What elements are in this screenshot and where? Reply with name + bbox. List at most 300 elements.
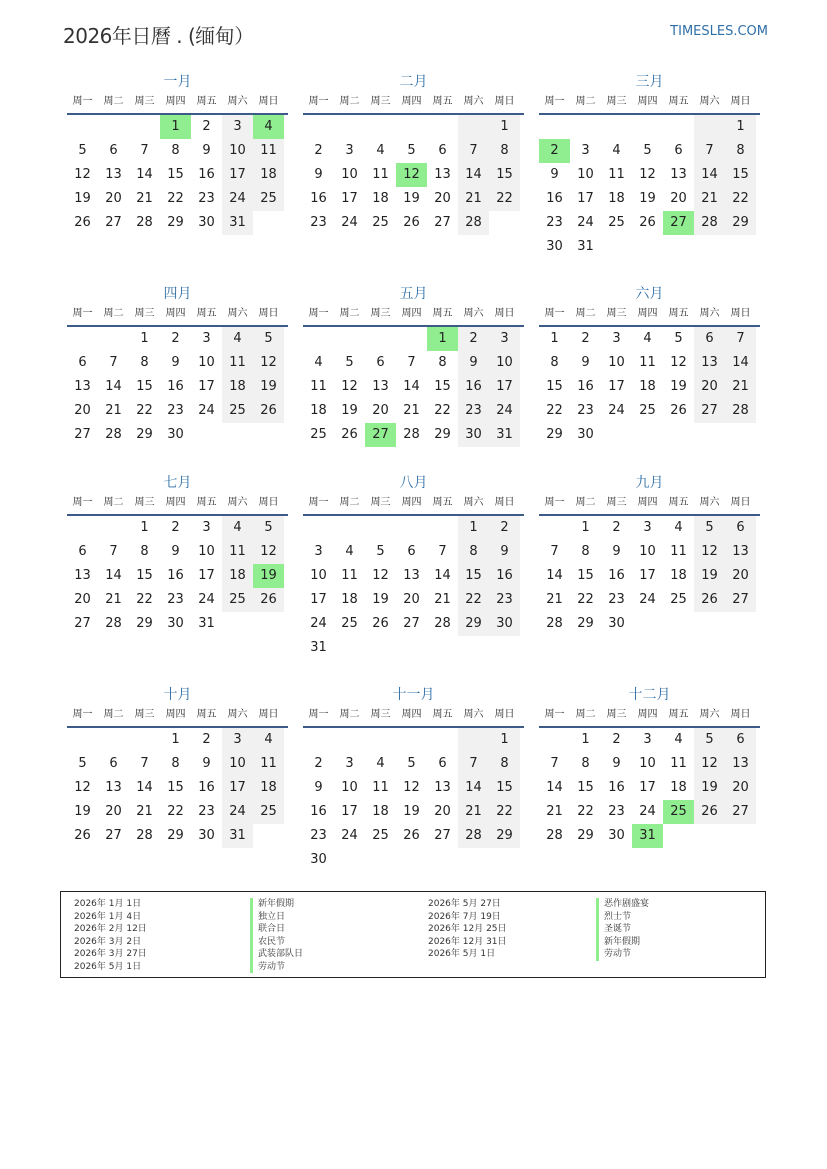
day-cell: 19 [341,403,358,418]
day-cell: 12 [694,540,725,564]
day-cell: 19 [253,564,284,588]
empty-cell [303,115,334,139]
day-cell: 21 [403,403,420,418]
holiday-name: 劳动节 [250,961,303,974]
day-cell: 24 [608,403,625,418]
empty-cell [663,612,694,636]
weekday-label: 周六 [227,709,248,720]
weekday-label: 周日 [258,497,279,508]
day-cell: 25 [222,399,253,423]
empty-cell [222,423,253,447]
day-cell: 1 [458,516,489,540]
day-cell: 2 [581,331,590,346]
day-cell: 20 [670,191,687,206]
weekday-label: 周三 [134,96,155,107]
month-title: 一月 [163,74,192,90]
day-cell: 9 [202,756,211,771]
day-cell: 26 [74,828,91,843]
day-cell: 8 [550,355,559,370]
weekday-label: 周一 [308,96,329,107]
day-cell: 23 [608,592,625,607]
weekday-label: 周五 [668,308,689,319]
day-cell: 30 [608,616,625,631]
day-cell: 1 [160,115,191,139]
day-cell: 16 [577,379,594,394]
day-cell: 15 [489,776,520,800]
day-cell: 24 [341,215,358,230]
empty-cell [539,115,570,139]
weekday-label: 周二 [103,497,124,508]
day-cell: 24 [222,187,253,211]
day-cell: 11 [253,752,284,776]
day-cell: 21 [434,592,451,607]
day-cell: 13 [434,780,451,795]
weekday-label: 周四 [401,96,422,107]
day-cell: 9 [202,143,211,158]
weekday-label: 周五 [668,709,689,720]
month-title: 六月 [635,286,664,302]
month-1 [67,72,288,235]
day-cell: 7 [458,139,489,163]
day-cell: 23 [577,403,594,418]
weekday-label: 周日 [730,497,751,508]
day-cell: 22 [546,403,563,418]
day-cell: 8 [489,139,520,163]
empty-cell [129,115,160,139]
day-cell: 15 [136,568,153,583]
holiday-date: 2026年 3月 27日 [74,949,147,959]
day-cell: 20 [105,191,122,206]
weekday-label: 周一 [544,497,565,508]
day-cell: 1 [581,732,590,747]
day-cell: 14 [105,568,122,583]
empty-cell [489,848,520,872]
day-cell: 31 [198,616,215,631]
day-cell: 23 [310,215,327,230]
day-cell: 29 [136,616,153,631]
month-7 [67,473,288,636]
day-cell: 24 [198,403,215,418]
day-cell: 23 [198,804,215,819]
day-cell: 21 [105,403,122,418]
empty-cell [601,115,632,139]
day-cell: 20 [434,191,451,206]
day-cell: 6 [725,516,756,540]
day-cell: 19 [74,191,91,206]
day-cell: 11 [310,379,327,394]
weekday-label: 周三 [606,497,627,508]
weekday-label: 周一 [72,96,93,107]
day-cell: 11 [372,780,389,795]
weekday-label: 周五 [432,709,453,720]
day-cell: 18 [372,191,389,206]
day-cell: 18 [608,191,625,206]
day-cell: 21 [105,592,122,607]
empty-cell [365,516,396,540]
weekday-label: 周六 [463,96,484,107]
day-cell: 4 [376,143,385,158]
day-cell: 28 [403,427,420,442]
month-12 [539,685,760,848]
day-cell: 13 [694,351,725,375]
day-cell: 12 [74,780,91,795]
weekday-label: 周一 [72,709,93,720]
holiday-name: 新年假期 [250,898,303,911]
day-cell: 3 [489,327,520,351]
day-cell: 23 [458,399,489,423]
day-cell: 25 [253,187,284,211]
empty-cell [725,423,756,447]
month-3 [539,72,760,259]
day-cell: 5 [376,544,385,559]
holiday-names-left [250,898,303,973]
weekday-label: 周二 [575,709,596,720]
day-cell: 17 [341,804,358,819]
day-cell: 26 [253,588,284,612]
day-cell: 29 [489,824,520,848]
day-cell: 13 [725,540,756,564]
day-cell: 14 [694,163,725,187]
empty-cell [427,728,458,752]
holiday-name: 恶作剧盛宴 [596,898,649,911]
weekday-label: 周三 [370,96,391,107]
empty-cell [253,211,284,235]
weekday-header [303,92,524,115]
day-cell: 14 [458,776,489,800]
day-grid [67,516,288,636]
day-cell: 15 [434,379,451,394]
day-cell: 6 [407,544,416,559]
day-cell: 7 [438,544,447,559]
day-cell: 10 [639,544,656,559]
day-cell: 4 [674,732,683,747]
day-cell: 2 [458,327,489,351]
day-cell: 7 [458,752,489,776]
day-cell: 20 [434,804,451,819]
day-cell: 23 [546,215,563,230]
empty-cell [694,115,725,139]
empty-cell [191,423,222,447]
empty-cell [334,728,365,752]
day-cell: 26 [372,616,389,631]
day-cell: 22 [167,804,184,819]
empty-cell [396,848,427,872]
empty-cell [303,516,334,540]
day-cell: 11 [222,351,253,375]
day-cell: 1 [725,115,756,139]
day-cell: 6 [725,728,756,752]
day-cell: 15 [136,379,153,394]
day-grid [539,728,760,848]
day-cell: 29 [458,612,489,636]
holiday-date: 2026年 1月 1日 [74,899,142,909]
day-cell: 10 [198,544,215,559]
day-cell: 3 [643,732,652,747]
day-cell: 24 [577,215,594,230]
day-cell: 24 [639,592,656,607]
day-grid [67,327,288,447]
day-cell: 31 [222,824,253,848]
empty-cell [334,327,365,351]
day-cell: 30 [310,852,327,867]
day-cell: 25 [608,215,625,230]
empty-cell [601,235,632,259]
day-cell: 10 [310,568,327,583]
empty-cell [632,612,663,636]
day-cell: 27 [725,800,756,824]
month-5 [303,284,524,447]
weekday-label: 周一 [544,308,565,319]
day-cell: 1 [581,520,590,535]
empty-cell [303,728,334,752]
day-cell: 4 [674,520,683,535]
day-cell: 28 [546,616,563,631]
day-cell: 26 [253,399,284,423]
weekday-label: 周三 [606,308,627,319]
day-grid [303,516,524,660]
day-cell: 9 [550,167,559,182]
empty-cell [489,636,520,660]
day-cell: 29 [167,215,184,230]
weekday-label: 周三 [370,497,391,508]
day-cell: 15 [725,163,756,187]
month-10 [67,685,288,848]
day-cell: 23 [310,828,327,843]
weekday-label: 周六 [463,308,484,319]
weekday-header [67,92,288,115]
day-cell: 8 [171,143,180,158]
holiday-date: 2026年 12月 31日 [428,936,507,947]
empty-cell [663,824,694,848]
day-cell: 5 [407,756,416,771]
day-cell: 1 [140,520,149,535]
day-cell: 5 [78,756,87,771]
holiday-date: 2026年 5月 1日 [428,949,496,959]
day-cell: 16 [489,564,520,588]
weekday-label: 周六 [463,497,484,508]
weekday-label: 周二 [339,308,360,319]
weekday-label: 周一 [72,308,93,319]
empty-cell [334,848,365,872]
day-cell: 15 [489,163,520,187]
day-cell: 3 [612,331,621,346]
holiday-dates-right [428,898,507,961]
weekday-label: 周日 [258,709,279,720]
day-cell: 26 [74,215,91,230]
day-cell: 12 [253,351,284,375]
day-cell: 1 [550,331,559,346]
empty-cell [67,516,98,540]
empty-cell [663,423,694,447]
day-cell: 26 [341,427,358,442]
day-cell: 7 [109,544,118,559]
day-cell: 17 [310,592,327,607]
day-cell: 17 [489,375,520,399]
day-cell: 5 [253,327,284,351]
day-cell: 6 [78,355,87,370]
day-cell: 21 [725,375,756,399]
empty-cell [98,115,129,139]
weekday-label: 周六 [699,308,720,319]
day-cell: 14 [105,379,122,394]
month-title: 五月 [399,286,428,302]
day-cell: 10 [639,756,656,771]
day-cell: 19 [694,564,725,588]
empty-cell [253,423,284,447]
day-cell: 12 [341,379,358,394]
weekday-label: 周一 [308,709,329,720]
weekday-label: 周五 [196,709,217,720]
empty-cell [396,516,427,540]
day-grid [539,516,760,636]
day-cell: 4 [612,143,621,158]
weekday-label: 周日 [494,709,515,720]
day-cell: 2 [489,516,520,540]
weekday-label: 周五 [432,308,453,319]
weekday-label: 周四 [401,497,422,508]
day-cell: 6 [438,143,447,158]
day-cell: 14 [136,780,153,795]
day-cell: 16 [198,780,215,795]
empty-cell [489,211,520,235]
day-cell: 28 [136,215,153,230]
day-cell: 28 [725,399,756,423]
day-cell: 1 [489,728,520,752]
day-cell: 2 [612,732,621,747]
day-grid [539,327,760,447]
empty-cell [396,728,427,752]
day-cell: 30 [198,828,215,843]
day-cell: 18 [670,568,687,583]
day-cell: 21 [136,191,153,206]
weekday-label: 周日 [730,96,751,107]
holiday-date: 2026年 7月 19日 [428,911,501,922]
day-cell: 9 [458,351,489,375]
day-cell: 31 [577,239,594,254]
day-cell: 26 [694,800,725,824]
month-title: 十一月 [392,687,435,703]
day-cell: 9 [314,780,323,795]
day-cell: 27 [663,211,694,235]
day-cell: 7 [140,143,149,158]
day-cell: 18 [372,804,389,819]
empty-cell [694,612,725,636]
holiday-name: 圣诞节 [596,923,649,936]
day-cell: 30 [167,616,184,631]
weekday-label: 周二 [575,497,596,508]
day-cell: 22 [577,592,594,607]
day-cell: 15 [167,167,184,182]
weekday-label: 周五 [668,497,689,508]
weekday-label: 周一 [544,96,565,107]
empty-cell [663,235,694,259]
day-cell: 19 [372,592,389,607]
page-title: 2026年日曆 . (缅甸） [63,24,254,48]
day-cell: 27 [105,828,122,843]
day-cell: 2 [314,143,323,158]
empty-cell [663,115,694,139]
day-cell: 8 [438,355,447,370]
empty-cell [303,327,334,351]
day-cell: 19 [694,776,725,800]
day-cell: 7 [140,756,149,771]
holiday-date: 2026年 2月 12日 [74,924,147,934]
day-cell: 31 [222,211,253,235]
day-cell: 15 [577,568,594,583]
day-cell: 9 [612,544,621,559]
day-cell: 17 [639,568,656,583]
empty-cell [601,423,632,447]
day-cell: 22 [434,403,451,418]
day-cell: 11 [253,139,284,163]
day-cell: 25 [372,828,389,843]
holiday-name: 联合日 [250,923,303,936]
empty-cell [427,516,458,540]
day-cell: 5 [78,143,87,158]
empty-cell [98,728,129,752]
day-cell: 16 [167,379,184,394]
empty-cell [539,728,570,752]
weekday-label: 周三 [134,709,155,720]
day-cell: 6 [109,756,118,771]
day-cell: 20 [403,592,420,607]
day-cell: 16 [310,804,327,819]
day-cell: 10 [198,355,215,370]
day-cell: 9 [171,544,180,559]
day-cell: 25 [222,588,253,612]
weekday-label: 周二 [339,709,360,720]
day-cell: 9 [612,756,621,771]
day-cell: 8 [581,756,590,771]
day-cell: 16 [198,167,215,182]
day-cell: 19 [639,191,656,206]
day-cell: 15 [167,780,184,795]
weekday-label: 周五 [432,497,453,508]
day-cell: 1 [171,732,180,747]
day-cell: 13 [725,752,756,776]
day-cell: 9 [171,355,180,370]
day-cell: 16 [167,568,184,583]
empty-cell [396,115,427,139]
day-cell: 19 [403,804,420,819]
empty-cell [334,115,365,139]
day-cell: 3 [581,143,590,158]
day-cell: 28 [136,828,153,843]
day-cell: 13 [670,167,687,182]
day-cell: 9 [314,167,323,182]
day-cell: 13 [74,568,91,583]
weekday-label: 周六 [699,497,720,508]
day-cell: 19 [403,191,420,206]
day-cell: 28 [694,211,725,235]
weekday-label: 周三 [370,709,391,720]
day-cell: 7 [550,544,559,559]
weekday-header [67,304,288,327]
day-cell: 20 [725,564,756,588]
day-cell: 16 [608,780,625,795]
day-cell: 11 [670,544,687,559]
day-cell: 12 [74,167,91,182]
empty-cell [67,728,98,752]
day-cell: 29 [136,427,153,442]
day-cell: 2 [171,520,180,535]
holiday-date: 2026年 1月 4日 [74,911,142,922]
site-link[interactable]: TIMESLES.COM [670,24,768,39]
weekday-label: 周三 [606,96,627,107]
day-cell: 11 [639,355,656,370]
day-cell: 27 [74,616,91,631]
holiday-name: 劳动节 [596,948,649,961]
